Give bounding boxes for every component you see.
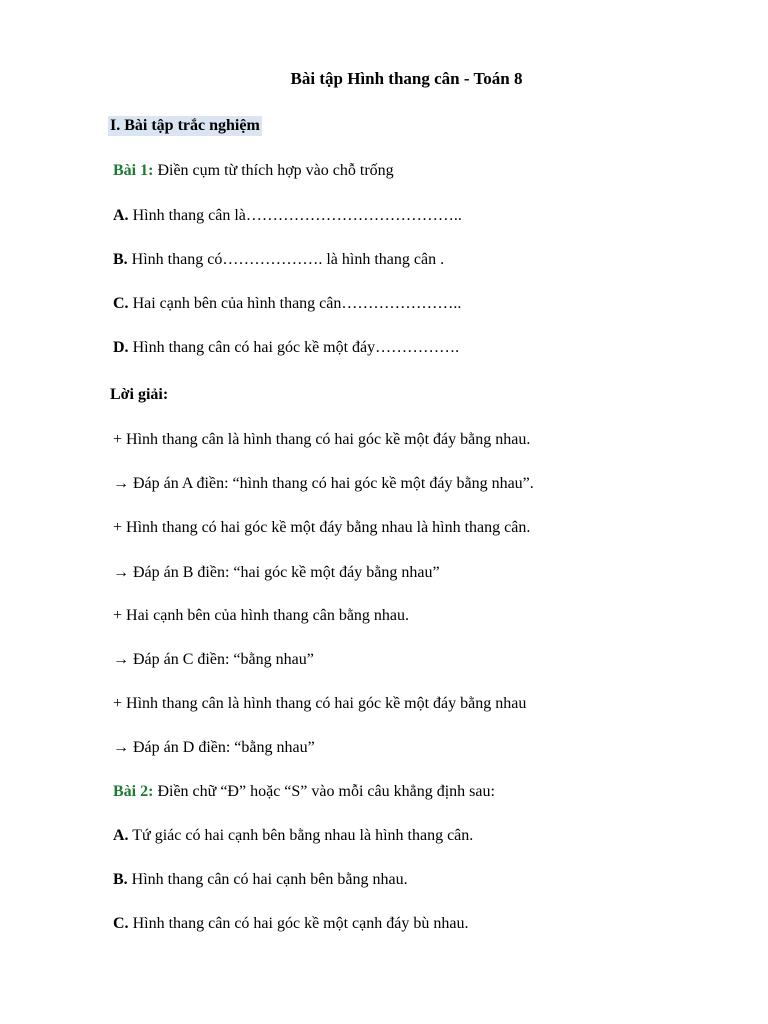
option-letter: D.: [113, 339, 129, 356]
exercise-1-label: Bài 1:: [113, 162, 154, 179]
exercise-1-text: Điền cụm từ thích hợp vào chỗ trống: [157, 162, 394, 179]
solution-line: → Đáp án D điền: “bằng nhau”: [113, 739, 315, 756]
option-letter: B.: [113, 871, 128, 888]
option-text: Hình thang cân có hai góc kề một đáy…………….: [132, 339, 460, 356]
exercise-1-option-c: [113, 294, 461, 314]
section-heading: I. Bài tập trắc nghiệm: [110, 117, 260, 134]
page-title: Bài tập Hình thang cân - Toán 8: [290, 69, 523, 88]
option-text: Hình thang cân có hai góc kề một cạnh đáy bù nhau.: [132, 915, 469, 932]
exercise-2-prompt: [113, 782, 495, 802]
exercise-1-option-b: [113, 250, 444, 270]
exercise-1-option-d: [113, 338, 459, 358]
exercise-2-option-b: [113, 870, 408, 890]
solution-line: → Đáp án A điền: “hình thang có hai góc kề một đáy bằng nhau”.: [113, 475, 534, 492]
option-text: Hình thang cân có hai cạnh bên bằng nhau.: [131, 871, 408, 888]
solution-line: + Hình thang cân là hình thang có hai góc kề một đáy bằng nhau: [113, 695, 527, 712]
solution-line: → Đáp án B điền: “hai góc kề một đáy bằng nhau”: [113, 564, 440, 581]
exercise-1-option-a: [113, 206, 462, 226]
option-text: Hình thang có………………. là hình thang cân .: [131, 251, 445, 268]
solution-label: Lời giải:: [110, 386, 169, 403]
exercise-2-option-c: [113, 914, 468, 934]
option-letter: C.: [113, 295, 129, 312]
option-text: Hình thang cân là…………………………………..: [132, 207, 462, 224]
solution-line: → Đáp án C điền: “bằng nhau”: [113, 651, 314, 668]
option-letter: A.: [113, 207, 129, 224]
exercise-2-label: Bài 2:: [113, 783, 154, 800]
option-text: Tứ giác có hai cạnh bên bằng nhau là hình thang cân.: [132, 827, 474, 844]
exercise-2-text: Điền chữ “Đ” hoặc “S” vào mỗi câu khẳng định sau:: [157, 783, 495, 800]
option-text: Hai cạnh bên của hình thang cân…………………..: [132, 295, 462, 312]
exercise-2-option-a: [113, 826, 473, 846]
option-letter: C.: [113, 915, 129, 932]
option-letter: B.: [113, 251, 128, 268]
solution-line: + Hình thang cân là hình thang có hai góc kề một đáy bằng nhau.: [113, 431, 531, 448]
option-letter: A.: [113, 827, 129, 844]
solution-line: + Hình thang có hai góc kề một đáy bằng nhau là hình thang cân.: [113, 519, 531, 536]
exercise-1-prompt: [113, 161, 394, 181]
solution-line: + Hai cạnh bên của hình thang cân bằng nhau.: [113, 607, 410, 624]
